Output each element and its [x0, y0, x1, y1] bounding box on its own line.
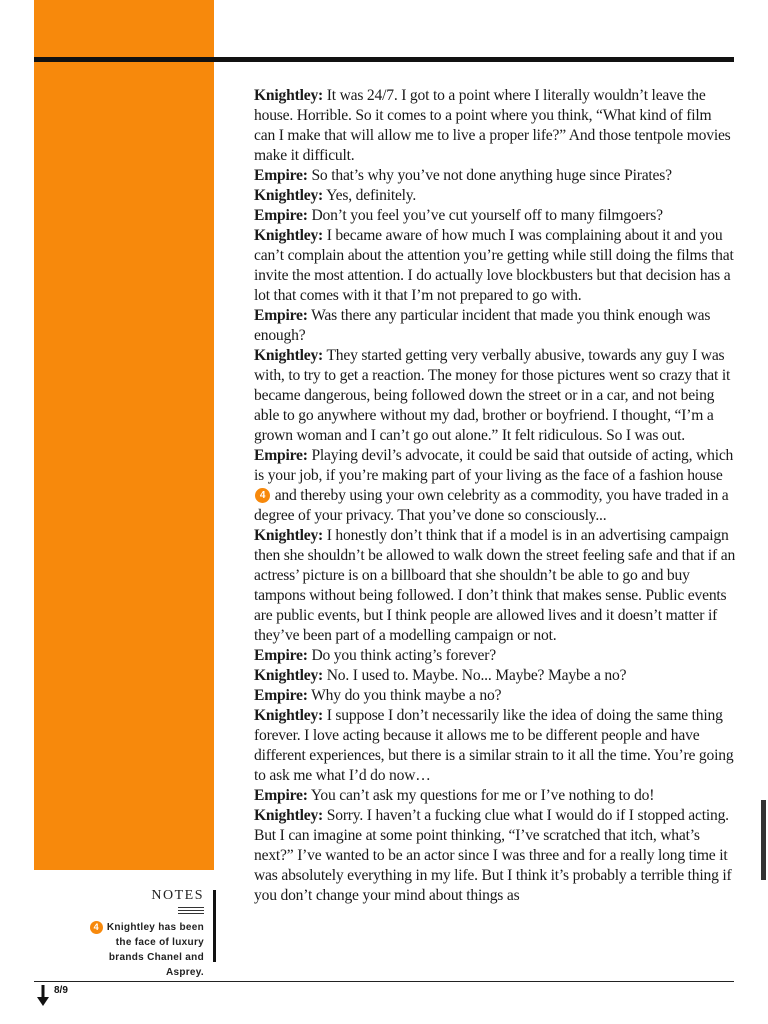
- page-number: 8/9: [54, 985, 68, 996]
- paragraph-text: So that’s why you’ve not done anything huge since Pirates?: [307, 167, 672, 184]
- interview-paragraph: [254, 646, 736, 666]
- paragraph-text: No. I used to. Maybe. No... Maybe? Maybe a no?: [323, 667, 627, 684]
- paragraph-text: Sorry. I haven’t a fucking clue what I would do if I stopped acting. But I can imagine at some point thinking, “I’ve scratched that itch, what’s next?” I’ve wanted to be an actor since I was three and for a really long time it was absolutely everything in my life. But I think it’s probably a terrible thing if you don’t change your mind about things as: [254, 807, 732, 904]
- paragraph-text: I became aware of how much I was complaining about it and you can’t complain about the attention you’re getting while still doing the films that invite the most attention. I do actually love blockbusters but that decision has a lot that comes with it that I’m not prepared to go with.: [254, 227, 734, 304]
- note-text: Knightley has been the face of luxury brands Chanel and Asprey.: [103, 922, 204, 978]
- note-marker-icon: 4: [90, 921, 103, 934]
- paragraph-text: and thereby using your own celebrity as a commodity, you have traded in a degree of your privacy. That you’ve done so consciously...: [254, 487, 729, 524]
- interview-paragraph: [254, 86, 736, 166]
- interview-paragraph: [254, 806, 736, 906]
- footer-rule: [34, 981, 734, 982]
- paragraph-text: Playing devil’s advocate, it could be said that outside of acting, which is your job, if you’re making part of your living as the face of a fashion house: [254, 447, 734, 484]
- arrow-down-icon[interactable]: [36, 985, 50, 1007]
- paragraph-text: Don’t you feel you’ve cut yourself off to many filmgoers?: [307, 207, 663, 224]
- paragraph-text: Do you think acting’s forever?: [307, 647, 496, 664]
- speaker-label: Empire:: [254, 307, 308, 324]
- interview-paragraph: [254, 706, 736, 786]
- speaker-label: Knightley:: [254, 707, 324, 724]
- paragraph-text: Was there any particular incident that made you think enough was enough?: [254, 307, 711, 344]
- note-item: [84, 920, 204, 980]
- interview-paragraph: [254, 186, 736, 206]
- notes-title: NOTES: [151, 888, 204, 903]
- interview-paragraph: [254, 446, 736, 526]
- interview-paragraph: [254, 226, 736, 306]
- notes-panel: [84, 888, 204, 980]
- interview-paragraph: [254, 666, 736, 686]
- paragraph-text: It was 24/7. I got to a point where I literally wouldn’t leave the house. Horrible. So it comes to a point where you think, “What kind of film can I make that will allow me to live a proper life?” And those tentpole movies make it difficult.: [254, 87, 731, 164]
- speaker-label: Empire:: [254, 447, 308, 464]
- note-marker-icon[interactable]: 4: [255, 488, 270, 503]
- sidebar-color-block: [34, 62, 214, 870]
- interview-paragraph: [254, 166, 736, 186]
- speaker-label: Empire:: [254, 207, 308, 224]
- speaker-label: Knightley:: [254, 187, 324, 204]
- speaker-label: Knightley:: [254, 807, 324, 824]
- paragraph-text: They started getting very verbally abusive, towards any guy I was with, to try to get a reaction. The money for those pictures went so crazy that it became dangerous, being followed down the street or in a car, and not being able to go anywhere without my dad, brother or boyfriend. I thought, “I’m a grown woman and I can’t go out alone.” It felt ridiculous. So I was out.: [254, 347, 731, 444]
- interview-paragraph: [254, 686, 736, 706]
- paragraph-text: I suppose I don’t necessarily like the idea of doing the same thing forever. I love acting because it allows me to be different people and have different experiences, but there is a similar strain to it all the time. You’re going to ask me what I’d do now…: [254, 707, 734, 784]
- notes-rule-icon: [178, 907, 204, 914]
- notes-divider: [213, 890, 216, 962]
- scrollbar[interactable]: [761, 800, 766, 880]
- paragraph-text: Yes, definitely.: [323, 187, 417, 204]
- speaker-label: Knightley:: [254, 87, 324, 104]
- speaker-label: Knightley:: [254, 347, 324, 364]
- paragraph-text: You can’t ask my questions for me or I’ve nothing to do!: [307, 787, 655, 804]
- interview-paragraph: [254, 206, 736, 226]
- speaker-label: Knightley:: [254, 527, 324, 544]
- article-body: [254, 86, 736, 906]
- interview-paragraph: [254, 786, 736, 806]
- interview-paragraph: [254, 526, 736, 646]
- speaker-label: Empire:: [254, 687, 308, 704]
- speaker-label: Empire:: [254, 787, 308, 804]
- speaker-label: Empire:: [254, 647, 308, 664]
- header-color-block: [34, 0, 214, 57]
- speaker-label: Empire:: [254, 167, 308, 184]
- speaker-label: Knightley:: [254, 667, 324, 684]
- paragraph-text: I honestly don’t think that if a model is in an advertising campaign then she shouldn’t be allowed to walk down the street feeling safe and that if an actress’ picture is on a billboard that she shouldn’t be able to go and buy tampons without being followed. I don’t think that makes sense. Public events are public events, but I think people are allowed lives and it doesn’t matter if they’ve been part of a modelling campaign or not.: [254, 527, 736, 644]
- paragraph-text: Why do you think maybe a no?: [307, 687, 502, 704]
- speaker-label: Knightley:: [254, 227, 324, 244]
- interview-paragraph: [254, 306, 736, 346]
- interview-paragraph: [254, 346, 736, 446]
